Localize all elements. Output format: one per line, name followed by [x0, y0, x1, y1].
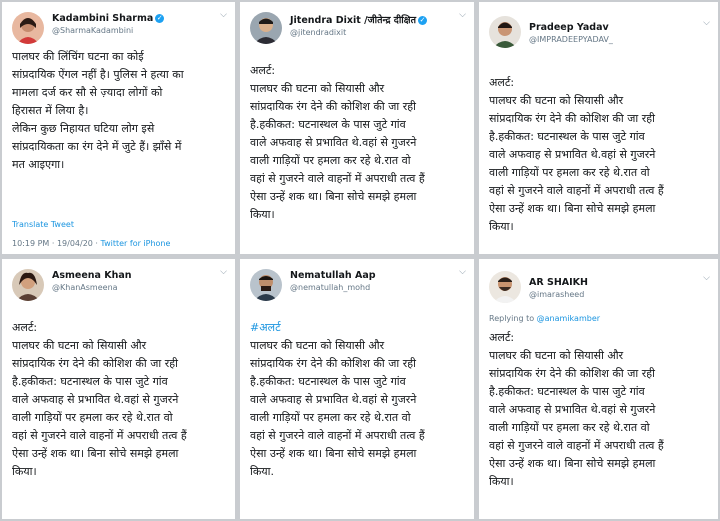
- avatar[interactable]: [250, 12, 282, 44]
- tweet-line: वाली गाड़ियों पर हमला कर रहे थे.रात वो: [250, 154, 411, 167]
- tweet-line: सांप्रदायिक रंग देने की कोशिश की जा रही: [12, 357, 178, 370]
- tweet-line: सांप्रदायिक रंग देने की कोशिश की जा रही: [489, 367, 655, 380]
- tweet-line: ऐसा उन्हें शक था। बिना सोचे समझे हमला: [250, 190, 417, 203]
- tweet-line: हिरासत में लिया है।: [12, 104, 89, 117]
- tweet-line: अलर्ट:: [489, 331, 515, 344]
- tweet-timestamp: [12, 239, 170, 248]
- tweet-line: वाली गाड़ियों पर हमला कर रहे थे.रात वो: [489, 421, 650, 434]
- tweet-text: [12, 319, 229, 481]
- tweet-line: सांप्रदायिक ऐंगल नहीं है। पुलिस ने हत्या का: [12, 68, 184, 81]
- user-handle[interactable]: @imarasheed: [529, 290, 585, 299]
- tweet-line: पालघर की घटना को सियासी और: [12, 339, 147, 352]
- tweet-line: किया।: [250, 208, 275, 221]
- user-handle[interactable]: @KhanAsmeena: [52, 283, 118, 292]
- display-name[interactable]: Kadambini Sharma: [52, 13, 154, 24]
- tweet-line: वहां से गुजरने वाले वाहनों में अपराधी तत्व हैं: [12, 429, 187, 442]
- tweet-line: सांप्रदायिक रंग देने की कोशिश की जा रही: [489, 112, 655, 125]
- tweet-card-kadambini[interactable]: [2, 2, 235, 254]
- display-name[interactable]: Jitendra Dixit /जीतेन्द्र दीक्षित: [290, 15, 416, 26]
- tweet-line: पालघर की लिंचिंग घटना का कोई: [12, 50, 144, 63]
- display-name[interactable]: Asmeena Khan: [52, 270, 132, 281]
- verified-badge-icon: ✓: [156, 14, 163, 22]
- avatar[interactable]: [12, 12, 44, 44]
- verified-badge-icon: ✓: [419, 16, 426, 24]
- display-name[interactable]: Nematullah Aap: [290, 270, 376, 281]
- reply-context: [489, 314, 600, 323]
- tweet-line: मामला दर्ज कर सौ से ज़्यादा लोगों को: [12, 86, 163, 99]
- tweet-line: है.हकीकत: घटनास्थल के पास जुटे गांव: [12, 375, 168, 388]
- tweet-text: [489, 329, 712, 491]
- tweet-line: वहां से गुजरने वाले वाहनों में अपराधी तत्व हैं: [489, 184, 664, 197]
- tweet-text: [250, 62, 468, 224]
- tweet-text: [250, 319, 468, 481]
- tweet-line: पालघर की घटना को सियासी और: [489, 94, 624, 107]
- tweet-line: वाले अफवाह से प्रभावित थे.वहां से गुजरने: [250, 136, 417, 149]
- tweet-line: किया।: [489, 475, 514, 488]
- tweet-line: वाली गाड़ियों पर हमला कर रहे थे.रात वो: [250, 411, 411, 424]
- tweet-line: वाले अफवाह से प्रभावित थे.वहां से गुजरने: [489, 403, 656, 416]
- translate-tweet-link[interactable]: Translate Tweet: [12, 220, 74, 229]
- tweet-line: किया।: [12, 465, 37, 478]
- tweet-line: किया.: [250, 465, 275, 478]
- tweet-line: पालघर की घटना को सियासी और: [250, 82, 385, 95]
- tweet-line: वाले अफवाह से प्रभावित थे.वहां से गुजरने: [489, 148, 656, 161]
- chevron-down-icon[interactable]: ⌵: [459, 267, 466, 277]
- user-handle[interactable]: @jitendradixit: [290, 28, 347, 37]
- tweet-line: वहां से गुजरने वाले वाहनों में अपराधी तत्व हैं: [250, 429, 425, 442]
- avatar[interactable]: [489, 16, 521, 48]
- chevron-down-icon[interactable]: ⌵: [703, 273, 710, 283]
- tweet-line: लेकिन कुछ निहायत घटिया लोग इसे: [12, 122, 155, 135]
- user-handle[interactable]: @SharmaKadambini: [52, 26, 134, 35]
- chevron-down-icon[interactable]: ⌵: [703, 18, 710, 28]
- tweet-card-nematullah[interactable]: [240, 259, 474, 519]
- timestamp-text: 10:19 PM · 19/04/20 ·: [12, 239, 101, 248]
- tweet-line: है.हकीकत: घटनास्थल के पास जुटे गांव: [489, 385, 645, 398]
- tweet-line: वाली गाड़ियों पर हमला कर रहे थे.रात वो: [489, 166, 650, 179]
- tweet-line: ऐसा उन्हें शक था। बिना सोचे समझे हमला: [250, 447, 417, 460]
- tweet-line: है.हकीकत: घटनास्थल के पास जुटे गांव: [250, 118, 406, 131]
- tweet-line: है.हकीकत: घटनास्थल के पास जुटे गांव: [250, 375, 406, 388]
- display-name[interactable]: AR SHAIKH: [529, 277, 588, 288]
- tweet-line: वाले अफवाह से प्रभावित थे.वहां से गुजरने: [250, 393, 417, 406]
- tweet-line: ऐसा उन्हें शक था। बिना सोचे समझे हमला: [489, 457, 656, 470]
- hashtag-alert[interactable]: #अलर्ट: [250, 321, 281, 334]
- tweet-line: वहां से गुजरने वाले वाहनों में अपराधी तत्व हैं: [250, 172, 425, 185]
- user-handle[interactable]: @IMPRADEEPYADAV_: [529, 35, 613, 44]
- tweet-line: है.हकीकत: घटनास्थल के पास जुटे गांव: [489, 130, 645, 143]
- tweet-line: पालघर की घटना को सियासी और: [250, 339, 385, 352]
- tweet-text: [489, 74, 712, 236]
- reply-prefix: Replying to: [489, 314, 537, 323]
- chevron-down-icon[interactable]: ⌵: [220, 10, 227, 20]
- tweet-line: सांप्रदायिक रंग देने की कोशिश की जा रही: [250, 357, 416, 370]
- tweet-line: अलर्ट:: [489, 76, 515, 89]
- display-name[interactable]: Pradeep Yadav: [529, 22, 609, 33]
- user-handle[interactable]: @nematullah_mohd: [290, 283, 371, 292]
- tweet-line: ऐसा उन्हें शक था। बिना सोचे समझे हमला: [489, 202, 656, 215]
- tweet-card-jitendra[interactable]: [240, 2, 474, 254]
- chevron-down-icon[interactable]: ⌵: [220, 267, 227, 277]
- tweet-line: सांप्रदायिक रंग देने की कोशिश की जा रही: [250, 100, 416, 113]
- tweet-line: किया।: [489, 220, 514, 233]
- tweet-line: सांप्रदायिकता का रंग देने में जुटे हैं। झाँसे में: [12, 140, 182, 153]
- tweet-source-link[interactable]: Twitter for iPhone: [100, 239, 171, 248]
- tweet-line: मत आइएगा।: [12, 158, 65, 171]
- tweet-line: वाले अफवाह से प्रभावित थे.वहां से गुजरने: [12, 393, 179, 406]
- tweet-line: ऐसा उन्हें शक था। बिना सोचे समझे हमला: [12, 447, 179, 460]
- tweet-line: वाली गाड़ियों पर हमला कर रहे थे.रात वो: [12, 411, 173, 424]
- tweet-line: पालघर की घटना को सियासी और: [489, 349, 624, 362]
- avatar[interactable]: [489, 271, 521, 303]
- avatar[interactable]: [12, 269, 44, 301]
- chevron-down-icon[interactable]: ⌵: [459, 10, 466, 20]
- tweet-line: अलर्ट:: [250, 64, 276, 77]
- reply-to-link[interactable]: @anamikamber: [536, 314, 601, 323]
- tweet-card-pradeep[interactable]: [479, 2, 718, 254]
- tweet-card-ar-shaikh[interactable]: [479, 259, 718, 519]
- tweet-text: [12, 48, 229, 174]
- tweet-line: अलर्ट:: [12, 321, 38, 334]
- avatar[interactable]: [250, 269, 282, 301]
- tweet-card-asmeena[interactable]: [2, 259, 235, 519]
- tweet-line: वहां से गुजरने वाले वाहनों में अपराधी तत्व हैं: [489, 439, 664, 452]
